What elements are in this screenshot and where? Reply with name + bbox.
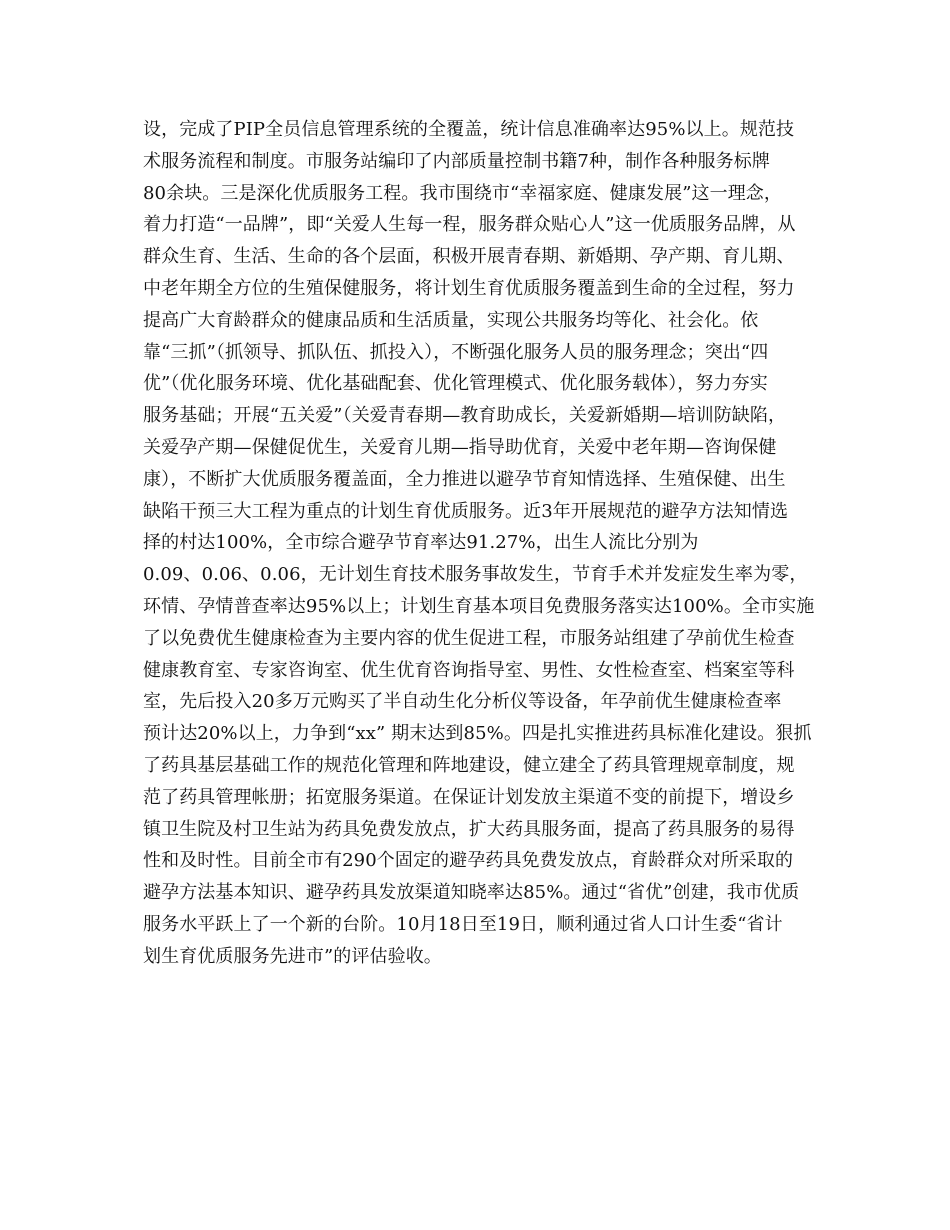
text-line: 缺陷干预三大工程为重点的计划生育优质服务。近3年开展规范的避孕方法知情选 (143, 500, 789, 522)
text-line: 提高广大育龄群众的健康品质和生活质量，实现公共服务均等化、社会化。依 (143, 309, 759, 331)
text-line: 群众生育、生活、生命的各个层面，积极开展青春期、新婚期、孕产期、育儿期、 (143, 246, 795, 268)
text-line: 健康教育室、专家咨询室、优生优育咨询指导室、男性、女性检查室、档案室等科 (143, 659, 795, 681)
body-paragraph (143, 114, 823, 973)
text-line: 室，先后投入20多万元购买了半自动生化分析仪等设备，年孕前优生健康检查率 (143, 691, 782, 713)
text-line: 0.09、0.06、0.06，无计划生育技术服务事故发生，节育手术并发症发生率为零， (143, 564, 808, 586)
text-line: 择的村达100%，全市综合避孕节育率达91.27%，出生人流比分别为 (143, 532, 699, 554)
text-line: 避孕方法基本知识、避孕药具发放渠道知晓率达85%。通过“省优”创建，我市优质 (143, 882, 800, 904)
text-line: 镇卫生院及村卫生站为药具免费发放点，扩大药具服务面，提高了药具服务的易得 (143, 818, 795, 840)
text-line: 中老年期全方位的生殖保健服务，将计划生育优质服务覆盖到生命的全过程，努力 (143, 277, 795, 299)
text-line: 服务基础；开展“五关爱”（关爱青春期—教育助成长，关爱新婚期—培训防缺陷， (143, 405, 787, 427)
text-line: 环情、孕情普查率达95%以上；计划生育基本项目免费服务落实达100%。全市实施 (143, 595, 815, 617)
text-line: 预计达20%以上，力争到“xx” 期末达到85%。四是扎实推进药具标准化建设。狠抓 (143, 723, 812, 745)
text-line: 服务水平跃上了一个新的台阶。10月18日至19日，顺利通过省人口计生委“省计 (143, 913, 783, 935)
text-line: 性和及时性。目前全市有290个固定的避孕药具免费发放点，育龄群众对所采取的 (143, 850, 794, 872)
text-line: 了以免费优生健康检查为主要内容的优生促进工程，市服务站组建了孕前优生检查 (143, 627, 795, 649)
text-line: 着力打造“一品牌”，即“关爱人生每一程，服务群众贴心人”这一优质服务品牌，从 (143, 214, 796, 236)
text-line: 优”（优化服务环境、优化基础配套、优化管理模式、优化服务载体），努力夯实 (143, 373, 768, 395)
text-line: 术服务流程和制度。市服务站编印了内部质量控制书籍7种，制作各种服务标牌 (143, 150, 770, 172)
text-line: 了药具基层基础工作的规范化管理和阵地建设，健立建全了药具管理规章制度，规 (143, 754, 795, 776)
text-line: 关爱孕产期—保健促优生，关爱育儿期—指导助优育，关爱中老年期—咨询保健 (143, 436, 777, 458)
text-line: 靠“三抓”（抓领导、抓队伍、抓投入），不断强化服务人员的服务理念；突出“四 (143, 341, 769, 363)
text-line: 范了药具管理帐册；拓宽服务渠道。在保证计划发放主渠道不变的前提下，增设乡 (143, 786, 795, 808)
text-line: 划生育优质服务先进市”的评估验收。 (143, 945, 442, 967)
text-line: 康），不断扩大优质服务覆盖面，全力推进以避孕节育知情选择、生殖保健、出生 (143, 468, 786, 490)
text-line: 80余块。三是深化优质服务工程。我市围绕市“幸福家庭、健康发展”这一理念， (143, 182, 783, 204)
text-line: 设，完成了PIP全员信息管理系统的全覆盖，统计信息准确率达95%以上。规范技 (143, 119, 795, 140)
